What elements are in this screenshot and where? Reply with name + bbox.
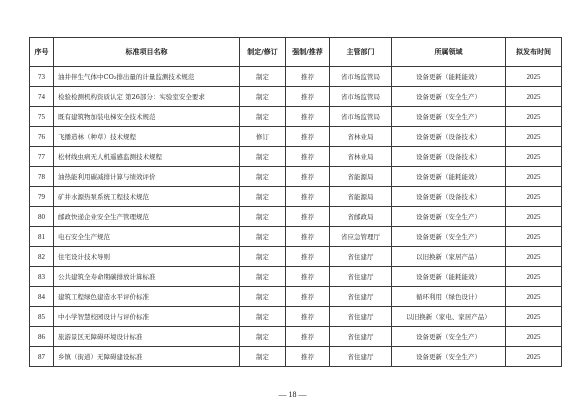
table-body (30, 67, 562, 367)
page-number: — 18 — (278, 390, 307, 399)
cell-field: 设备更新（安全生产） (392, 207, 506, 227)
cell-field: 以旧换新（家居产品） (392, 247, 506, 267)
header-year: 拟发布时间 (506, 38, 562, 67)
table-row (30, 167, 562, 187)
cell-name: 松材线虫病无人机遥感监测技术规程 (54, 147, 240, 167)
cell-name: 住宅设计技术导则 (54, 247, 240, 267)
cell-field: 设备更新（设备技术） (392, 127, 506, 147)
cell-type: 制定 (240, 287, 286, 307)
cell-dept: 省林业局 (330, 127, 392, 147)
cell-dept: 省市场监管局 (330, 67, 392, 87)
cell-year: 2025 (506, 147, 562, 167)
cell-level: 推荐 (286, 67, 330, 87)
cell-type: 制定 (240, 247, 286, 267)
cell-type: 制定 (240, 307, 286, 327)
cell-name: 飞播造林（种草）技术规程 (54, 127, 240, 147)
cell-year: 2025 (506, 87, 562, 107)
table-header-row (30, 38, 562, 67)
cell-dept: 省住建厅 (330, 347, 392, 367)
cell-seq: 73 (30, 67, 54, 87)
cell-type: 制定 (240, 67, 286, 87)
table-row (30, 187, 562, 207)
cell-type: 制定 (240, 147, 286, 167)
cell-dept: 省住建厅 (330, 267, 392, 287)
cell-name: 旅游景区无障碍环境设计标准 (54, 327, 240, 347)
table-row (30, 287, 562, 307)
cell-dept: 省能源局 (330, 167, 392, 187)
cell-field: 设备更新（能耗能效） (392, 267, 506, 287)
cell-seq: 85 (30, 307, 54, 327)
cell-seq: 82 (30, 247, 54, 267)
cell-name: 油井伴生气体中CO₂排出量的计量监测技术规范 (54, 67, 240, 87)
cell-level: 推荐 (286, 267, 330, 287)
cell-seq: 77 (30, 147, 54, 167)
cell-field: 设备更新（安全生产） (392, 107, 506, 127)
cell-dept: 省应急管理厅 (330, 227, 392, 247)
cell-year: 2025 (506, 227, 562, 247)
table-row (30, 67, 562, 87)
cell-level: 推荐 (286, 87, 330, 107)
header-type: 制定/修订 (240, 38, 286, 67)
cell-year: 2025 (506, 67, 562, 87)
cell-seq: 83 (30, 267, 54, 287)
cell-name: 检验检测机构资质认定 第26部分：实验室安全要求 (54, 87, 240, 107)
cell-level: 推荐 (286, 167, 330, 187)
table-row (30, 147, 562, 167)
cell-field: 设备更新（安全生产） (392, 227, 506, 247)
cell-seq: 80 (30, 207, 54, 227)
cell-seq: 84 (30, 287, 54, 307)
cell-type: 制定 (240, 107, 286, 127)
cell-dept: 省市场监管局 (330, 107, 392, 127)
header-name: 标准项目名称 (54, 38, 240, 67)
cell-year: 2025 (506, 187, 562, 207)
cell-level: 推荐 (286, 127, 330, 147)
cell-seq: 76 (30, 127, 54, 147)
cell-name: 矿井水源热泵系统工程技术规范 (54, 187, 240, 207)
table-row (30, 267, 562, 287)
header-seq: 序号 (30, 38, 54, 67)
table-row (30, 127, 562, 147)
cell-year: 2025 (506, 167, 562, 187)
cell-field: 设备更新（安全生产） (392, 347, 506, 367)
cell-type: 制定 (240, 327, 286, 347)
cell-field: 设备更新（能耗能效） (392, 67, 506, 87)
cell-dept: 省邮政局 (330, 207, 392, 227)
cell-field: 以旧换新（家电、家居产品） (392, 307, 506, 327)
cell-level: 推荐 (286, 327, 330, 347)
cell-dept: 省林业局 (330, 147, 392, 167)
cell-seq: 75 (30, 107, 54, 127)
cell-dept: 省住建厅 (330, 307, 392, 327)
table-row (30, 207, 562, 227)
cell-year: 2025 (506, 247, 562, 267)
cell-type: 制定 (240, 87, 286, 107)
cell-seq: 79 (30, 187, 54, 207)
cell-seq: 74 (30, 87, 54, 107)
standards-table (29, 37, 562, 367)
cell-name: 电石安全生产规范 (54, 227, 240, 247)
cell-year: 2025 (506, 107, 562, 127)
cell-year: 2025 (506, 267, 562, 287)
cell-type: 制定 (240, 187, 286, 207)
cell-type: 制定 (240, 227, 286, 247)
cell-level: 推荐 (286, 207, 330, 227)
cell-year: 2025 (506, 327, 562, 347)
cell-name: 油热能利用碳减排计算与绩效评价 (54, 167, 240, 187)
table-row (30, 247, 562, 267)
header-dept: 主管部门 (330, 38, 392, 67)
cell-name: 既有建筑物加装电梯安全技术规范 (54, 107, 240, 127)
cell-field: 设备更新（能耗能效） (392, 167, 506, 187)
cell-field: 设备更新（安全生产） (392, 87, 506, 107)
cell-dept: 省住建厅 (330, 247, 392, 267)
cell-level: 推荐 (286, 227, 330, 247)
cell-level: 推荐 (286, 107, 330, 127)
cell-year: 2025 (506, 287, 562, 307)
cell-year: 2025 (506, 347, 562, 367)
header-field: 所属领域 (392, 38, 506, 67)
table-row (30, 107, 562, 127)
cell-level: 推荐 (286, 187, 330, 207)
cell-seq: 87 (30, 347, 54, 367)
cell-level: 推荐 (286, 307, 330, 327)
cell-dept: 省能源局 (330, 187, 392, 207)
cell-year: 2025 (506, 207, 562, 227)
cell-field: 设备更新（设备技术） (392, 187, 506, 207)
cell-type: 制定 (240, 267, 286, 287)
cell-level: 推荐 (286, 347, 330, 367)
header-level: 强制/推荐 (286, 38, 330, 67)
table-row (30, 87, 562, 107)
table-row (30, 347, 562, 367)
cell-name: 建筑工程绿色建造水平评价标准 (54, 287, 240, 307)
cell-level: 推荐 (286, 147, 330, 167)
table-row (30, 327, 562, 347)
cell-name: 中小学智慧校园设计与评价标准 (54, 307, 240, 327)
cell-name: 乡镇（街道）无障碍建设标准 (54, 347, 240, 367)
cell-dept: 省住建厅 (330, 327, 392, 347)
cell-type: 制定 (240, 207, 286, 227)
cell-year: 2025 (506, 307, 562, 327)
cell-field: 设备更新（安全生产） (392, 327, 506, 347)
cell-type: 修订 (240, 127, 286, 147)
cell-dept: 省市场监管局 (330, 87, 392, 107)
table-row (30, 307, 562, 327)
cell-field: 设备更新（设备技术） (392, 147, 506, 167)
cell-seq: 78 (30, 167, 54, 187)
cell-name: 公共建筑全寿命期碳排放计算标准 (54, 267, 240, 287)
cell-name: 邮政快递企业安全生产管理规范 (54, 207, 240, 227)
cell-field: 循环利用（绿色设计） (392, 287, 506, 307)
cell-seq: 81 (30, 227, 54, 247)
cell-type: 制定 (240, 167, 286, 187)
cell-year: 2025 (506, 127, 562, 147)
cell-seq: 86 (30, 327, 54, 347)
cell-type: 制定 (240, 347, 286, 367)
cell-level: 推荐 (286, 247, 330, 267)
cell-dept: 省住建厅 (330, 287, 392, 307)
table-row (30, 227, 562, 247)
cell-level: 推荐 (286, 287, 330, 307)
